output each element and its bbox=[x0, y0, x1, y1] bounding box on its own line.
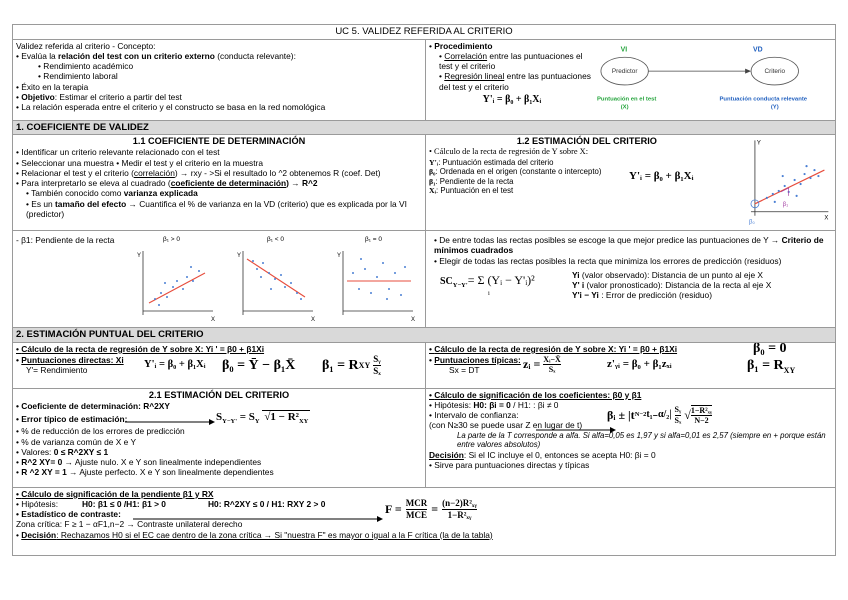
concept-bullet-2: • Éxito en la terapia bbox=[16, 81, 89, 92]
significance-cell bbox=[425, 389, 835, 487]
section1-band: 1. COEFICIENTE DE VALIDEZ bbox=[13, 121, 835, 135]
graph1-y: Y bbox=[137, 253, 142, 260]
page-title: UC 5. VALIDEZ REFERIDA AL CRITERIO bbox=[335, 26, 513, 37]
significance-main bbox=[429, 400, 832, 431]
c-item-2: • Error típico de estimación: bbox=[16, 413, 128, 424]
det-item-5: • También conocido como varianza explicada bbox=[26, 188, 198, 199]
b0-zero: β₀ = 0 bbox=[753, 342, 787, 356]
determination-title: 1.1 COEFICIENTE DE DETERMINACIÓN bbox=[132, 136, 306, 147]
concept-sub-1: • Rendimiento académico bbox=[38, 61, 134, 72]
estimation-def-list bbox=[429, 158, 619, 196]
vi-label: VI bbox=[620, 45, 628, 53]
slope-stat: • Estadístico de contraste: bbox=[16, 509, 121, 520]
def-yi: Y'ᵢ: Puntuación estimada del criterio bbox=[429, 157, 554, 167]
vd-label: VD bbox=[752, 45, 763, 53]
z-formula: zᵢ = $\frac{\text{Xᵢ−X̄}}{\text{Sₓ}}$ bbox=[523, 354, 561, 375]
procedure-text bbox=[429, 41, 595, 119]
b1-rxy: $\beta_1 = R_{XY}$ bbox=[747, 358, 796, 375]
fig-regression-line bbox=[755, 170, 824, 204]
graph1-x: X bbox=[211, 317, 216, 324]
c-item-1: • Coeficiente de determinación: R^2XY bbox=[16, 400, 170, 411]
f-arrow bbox=[133, 516, 383, 522]
typical-scores-label: • Puntuaciones típicas: bbox=[429, 354, 521, 365]
concept-bullet-1: • Evalúa la relación del test con un criterio externo (conducta relevante): bbox=[16, 50, 296, 61]
relation-arrowhead bbox=[745, 68, 751, 73]
concept-bullet-3: • Objetivo: Estimar el criterio a partir del test bbox=[16, 91, 182, 102]
c-item-7: • R ^2 XY = 1 → Ajuste perfecto. X e Y son linealmente dependientes bbox=[16, 467, 274, 478]
slope-graphs bbox=[15, 233, 421, 325]
direct-formula-1: Y'ᵢ = β₀ + β₁Xᵢ bbox=[144, 359, 206, 371]
def-b1: β₁: Pendiente de la recta bbox=[429, 176, 514, 186]
graph3-points bbox=[352, 258, 406, 300]
def-xi: Xᵢ: Puntuación en el test bbox=[429, 186, 514, 196]
det-item-2: • Seleccionar una muestra • Medir el test y el criterio en la muestra bbox=[16, 157, 263, 168]
sc-formula: $SC_{Y-Y'}= \Sigma$ (Yᵢ − Y'ᵢ)² i bbox=[439, 272, 535, 297]
concept-sub-2: • Rendimiento laboral bbox=[38, 71, 118, 82]
det-item-1: • Identificar un criterio relevante relacionado con el test bbox=[16, 147, 220, 158]
direct-formula-3: β₁ = R XY Sᵧ Sₓ bbox=[322, 353, 381, 376]
concept-cell bbox=[13, 40, 425, 120]
variables-diagram bbox=[595, 41, 832, 119]
slope-sig-cell bbox=[13, 488, 835, 555]
regression-figure bbox=[745, 136, 832, 228]
residual-def-2: Y' i (valor pronosticado): Distancia de la recta al eje X bbox=[571, 280, 772, 291]
section2-band: 2. ESTIMACIÓN PUNTUAL DEL CRITERIO bbox=[13, 328, 835, 342]
det-item-3: • Relacionar el test y el criterio (correlación) → rxy - >Si el resultado lo ^2 obtenemos R (coef. Det) bbox=[16, 167, 381, 178]
estimation-defs bbox=[429, 158, 745, 196]
slope-sig-row bbox=[13, 487, 835, 555]
graph2-points bbox=[252, 260, 302, 300]
test-score-label: Puntuación en el test bbox=[596, 96, 657, 103]
slope-hyp-1: H0: β1 ≤ 0 /H1: β1 > 0 bbox=[82, 498, 166, 509]
f-formula: F = MCR MCE = $\frac{\text{(n−2)R²ₓᵧ}}{\text{1−R²ₓᵧ}}$ bbox=[385, 497, 478, 520]
c-item-4: • % de varianza común de X e Y bbox=[16, 436, 137, 447]
slope-cell bbox=[13, 231, 425, 327]
direct-scores-label: • Puntuaciones directas: Xi bbox=[16, 355, 124, 366]
sig-ic-note: (con N≥30 se puede usar Z en lugar de t) bbox=[429, 420, 583, 431]
sig-serve: • Sirve para puntuaciones directas y típicas bbox=[429, 459, 590, 470]
ls-item-2: • Elegir de todas las rectas posibles la recta que minimiza los errores de predicción (residuos) bbox=[433, 255, 782, 266]
fig-points bbox=[765, 165, 819, 203]
graph2-title: β₁ < 0 bbox=[267, 236, 284, 244]
ic-arrow bbox=[536, 427, 616, 433]
determination-cell bbox=[13, 135, 425, 230]
typical-label-col bbox=[429, 355, 523, 376]
procedure-cell bbox=[425, 40, 835, 120]
direct-label-col bbox=[16, 355, 144, 376]
direct-formula-2: β₀ = Ȳ − β₁X̄ bbox=[222, 357, 296, 373]
graph1-points bbox=[154, 266, 200, 306]
zy-formula: z'ᵧᵢ = β₀ + β₁zₓᵢ bbox=[607, 358, 672, 371]
graph3-title: β₁ = 0 bbox=[365, 236, 382, 244]
fig-b1-label: β₁ bbox=[782, 201, 788, 208]
graph1-line bbox=[149, 273, 205, 303]
criterion-estimation-cell bbox=[13, 389, 425, 487]
procedure-heading: • Procedimiento bbox=[429, 40, 493, 51]
ls-item-1: • De entre todas las rectas posibles se escoge la que mejor predice las puntuaciones de Y → Criterio de mínimos cuadrados bbox=[433, 235, 824, 256]
fig-b0-label: β₀ bbox=[748, 219, 755, 226]
ic-formula: βᵢ ± |t N−2 t₁₋α/₂| Sᵧ Sₓ √ 1−R²ₓᵧ N−2 bbox=[607, 405, 713, 426]
se-arrow bbox=[125, 419, 215, 425]
procedure-step-2: • Regresión lineal entre las puntuaciones del test y el criterio bbox=[439, 71, 591, 92]
fig-y-label: Y bbox=[756, 140, 761, 147]
estimation-intro: • Cálculo de la recta de regresión de Y sobre X: bbox=[429, 147, 589, 157]
concept-heading: Validez referida al criterio - Concepto: bbox=[16, 40, 156, 51]
sig-decision: Decisión: Si el IC incluye el 0, entonces se acepta H0: βi = 0 bbox=[429, 449, 656, 460]
slope-row bbox=[13, 230, 835, 327]
c-item-3: • % de reducción de los errores de predicción bbox=[16, 426, 185, 437]
test-score-x: (X) bbox=[620, 104, 629, 111]
graph2-y: Y bbox=[237, 253, 242, 260]
concept-bullet-4: • La relación esperada entre el criterio y el constructo se basa en la red nomológica bbox=[16, 102, 326, 113]
graph2-x: X bbox=[311, 317, 316, 324]
direct-scores-cell bbox=[13, 343, 425, 388]
regression-formula: Y'ᵢ = β₀ + β₁Xᵢ bbox=[629, 169, 694, 182]
residual-defs bbox=[572, 270, 771, 301]
slope-zone: Zona crítica: F ≥ 1 − αF1,n−2 → Contraste unilateral derecho bbox=[16, 519, 243, 530]
graph2-line bbox=[247, 259, 305, 297]
estimation-title: 1.2 ESTIMACIÓN DEL CRITERIO bbox=[516, 136, 657, 147]
t-note: La parte de la T corresponde a alfa. Si alfa=0,05 es 1,97 y si alfa=0,01 es 2,57 (siempre en + porque están entre valores absolutos) bbox=[457, 430, 826, 450]
residual-def-1: Yi (valor observado): Distancia de un punto al eje X bbox=[571, 269, 764, 280]
sig-hypothesis: • Hipótesis: H0: βi = 0 / H1: : βi ≠ 0 bbox=[429, 399, 559, 410]
slope-decision: • Decisión: Rechazamos H0 si el EC cae dentro de la zona crítica → Si "nuestra F" es mayor o igual a la F crítica (la de la tabla) bbox=[16, 529, 493, 540]
sx-dt-label: Sx = DT bbox=[449, 364, 480, 375]
det-item-4: • Para interpretarlo se eleva al cuadrado (coeficiente de determinación) → R^2 bbox=[16, 178, 318, 189]
title-row bbox=[13, 25, 835, 39]
behavior-score-y: (Y) bbox=[770, 104, 779, 111]
graph3-x: X bbox=[411, 317, 416, 324]
procedure-step-1: • Correlación entre las puntuaciones el test y el criterio bbox=[439, 50, 583, 72]
c-item-6: • R^2 XY= 0 → Ajuste nulo. X e Y son linealmente independientes bbox=[16, 457, 262, 468]
predictor-label: Predictor bbox=[611, 67, 638, 75]
estimation-text bbox=[429, 136, 745, 229]
slope-hyp-2: H0: R^2XY ≤ 0 / H1: RXY 2 > 0 bbox=[208, 498, 326, 509]
c-item-2-row bbox=[16, 411, 422, 426]
slope-sig-title: • Cálculo de significación de la pendiente β1 y RX bbox=[16, 488, 214, 499]
section1-band-row bbox=[13, 120, 835, 135]
se-formula: $S_{Y-Y'} = S_Y$ $√1 - R^2_{XY}$ bbox=[216, 411, 309, 426]
sig-ic: • Intervalo de confianza: bbox=[429, 410, 519, 421]
direct-row bbox=[16, 354, 422, 377]
det-item-6: • Es un tamaño del efecto → Cuantifica el % de varianza en la VD (criterio) que es explicada por la VI (predictor) bbox=[26, 198, 407, 219]
def-b0: β₀: Ordenada en el origen (constante o intercepto) bbox=[429, 167, 602, 177]
significance-title: • Cálculo de significación de los coeficientes: β0 y β1 bbox=[429, 389, 642, 400]
section1-row bbox=[13, 134, 835, 230]
behavior-score-label: Puntuación conducta relevante bbox=[719, 96, 808, 103]
section2-row bbox=[13, 342, 835, 388]
criterio-label: Criterio bbox=[764, 67, 786, 75]
section21-row bbox=[13, 388, 835, 487]
estimation-cell bbox=[425, 135, 835, 230]
section21-title: 2.1 ESTIMACIÓN DEL CRITERIO bbox=[148, 389, 290, 400]
slope-label: - β1: Pendiente de la recta bbox=[16, 235, 115, 246]
summary-sheet bbox=[12, 24, 836, 556]
graph3-y: Y bbox=[337, 253, 342, 260]
typical-calc-title: • Cálculo de la recta de regresión de Y sobre X: Yi ' = β0 + β1Xi bbox=[429, 343, 678, 354]
typical-betas bbox=[747, 343, 795, 376]
direct-calc-title: • Cálculo de la recta de regresión de Y sobre X: Yi ' = β0 + β1Xi bbox=[16, 343, 265, 354]
fig-x-label: X bbox=[824, 215, 829, 222]
residual-def-3: Y'i − Yi : Error de predicción (residuo) bbox=[571, 290, 712, 301]
least-squares-cell bbox=[425, 231, 835, 327]
typical-scores-cell bbox=[425, 343, 835, 388]
procedure-formula: Y'ᵢ = β₀ + β₁Xᵢ bbox=[482, 93, 542, 105]
c-item-5: • Valores: 0 ≤ R^2XY ≤ 1 bbox=[16, 446, 109, 457]
graph1-title: β₁ > 0 bbox=[163, 236, 180, 244]
slope-hyp-label: • Hipótesis: bbox=[16, 498, 59, 509]
rendimiento-label: Y'= Rendimiento bbox=[26, 365, 88, 376]
section2-band-row bbox=[13, 327, 835, 342]
intro-row bbox=[13, 39, 835, 120]
ls-formula-row bbox=[434, 270, 832, 301]
